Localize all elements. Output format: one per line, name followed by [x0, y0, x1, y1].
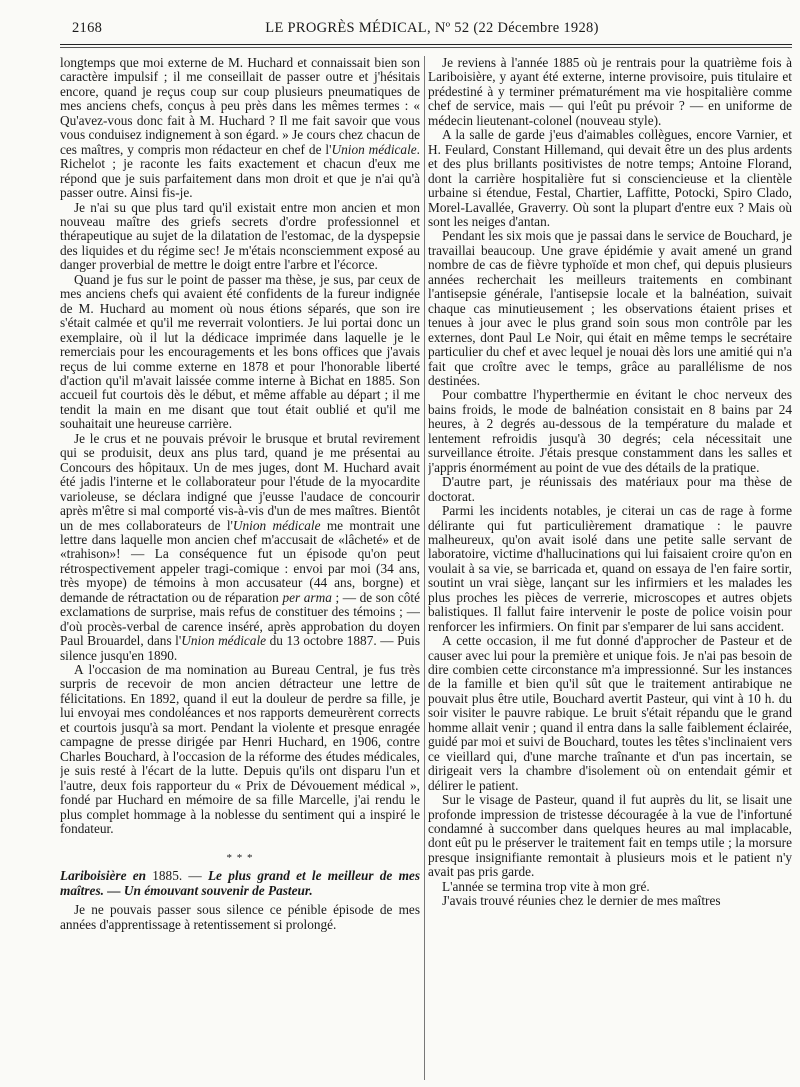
emphasis: per arma [282, 589, 332, 605]
paragraph: Je ne pouvais passer sous silence ce pénible épisode de mes années d'apprentissage à retentissement si prolongé. [60, 902, 420, 932]
paragraph: longtemps que moi externe de M. Huchard et connaissait bien son caractère impulsif ; il me conseillait de passer outre et j'hésitais encore, quand je reçus coup sur coup plusieurs pneumatiques de mes anciens chefs, conçus à peu près dans les mêmes termes : « Qu'avez-vous donc fait à M. Huchard ? Il me fait savoir que vous vous conduisez indignement à son égard. » Je cours chez chacun de ces maîtres, y compris mon rédacteur en chef de l'Union médicale. Richelot ; je raconte les faits exactement et chacun d'eux me répond que je suis parfaitement dans mon droit et que je n'ai qu'à passer outre. Ainsi fis-je. [60, 56, 420, 201]
paragraph: Parmi les incidents notables, je citerai un cas de rage à forme délirante qui fut particulièrement dramatique : le pauvre malheureux, qu'on avait isolé dans une petite salle servant de laboratoire, victime d'hallucinations qui lui faisaient croire qu'on en voulait à sa vie, se barricada et, quand on essaya de l'en faire sortir, soutint un vrai siège, lançant sur les infirmiers et les malades les plus proches les pièces de verrerie, microscopes et autres objets balistiques. Il fallut faire intervenir le poste de police voisin pour renforcer les infirmiers. On finit par s'emparer de lui sans accident. [428, 503, 792, 634]
paragraph: Je le crus et ne pouvais prévoir le brusque et brutal revirement qui se produisit, deux ans plus tard, quand je me présentai au Concours des hôpitaux. Un de mes juges, dont M. Huchard avait été jadis l'interne et le collaborateur pour l'étude de la myocardite varioleuse, se déclara indigné que j'eusse l'audace de concourir après m'être si mal comporté vis-à-vis d'un de mes maîtres. Bientôt un de mes collaborateurs de l'Union médicale me montrait une lettre dans laquelle mon ancien chef m'accusait de «lâcheté» et de «trahison»! — La conséquence fut un épisode qu'on peut rétrospectivement appeler tragi-comique : envoi par moi (34 ans, très myope) de témoins à mon accusateur (44 ans, borgne) et demande de rétractation ou de réparation per arma ; — de son côté exclamations de surprise, mais refus de constituer des témoins ; — d'où procès-verbal de carence inséré, après approbation du doyen Paul Brouardel, dans l'Union médicale du 13 octobre 1887. — Puis silence jusqu'en 1890. [60, 430, 420, 663]
page-header [72, 20, 792, 42]
paragraph: A l'occasion de ma nomination au Bureau Central, je fus très surpris de recevoir de mon ancien détracteur une lettre de félicitations. En 1892, quand il eut la douleur de perdre sa fille, je lui envoyai mes condoléances et nos rapports demeurèrent corrects et courtois jusqu'à sa mort. Pendant la violente et presque enragée campagne de presse dirigée par Henri Huchard, en 1906, contre Charles Bouchard, à l'occasion de la réforme des études médicales, je suis resté à l'écart de la lutte. Depuis qu'ils ont disparu l'un et l'autre, deux fois rapporteur du « Prix de Dévouement médical », fondé par Huchard en mémoire de sa fille Marcelle, j'ai rendu le plus complet hommage à la noblesse du sentiment qui a inspiré le fondateur. [60, 662, 420, 837]
column-divider [424, 56, 425, 1080]
paragraph: Pour combattre l'hyperthermie en évitant le choc nerveux des bains froids, le mode de balnéation consistait en 8 bains par 24 heures, à 2 degrés au-dessous de la température du malade et lentement refroidis jusqu'à 30 degrés; cela nécessitait une surveillance étroite. J'étais presque constamment dans les salles et j'appris énormément au point de vue des détails de la pratique. [428, 387, 792, 475]
paragraph: D'autre part, je réunissais des matériaux pour ma thèse de doctorat. [428, 474, 792, 504]
page-number: 2168 [72, 20, 103, 36]
paragraph: A la salle de garde j'eus d'aimables collègues, encore Varnier, et H. Feulard, Constant Hillemand, qui devait être un des plus ardents et des plus brillants positivistes de notre temps; Antoine Florand, dont la carrière hospitalière fut si consciencieuse et la clientèle urbaine si étendue, Festal, Chartier, Laffitte, Potocki, Spiro Clado, Morel-Lavallée, Graverry. Où sont la plupart d'entre eux ? Mais où sont les neiges d'antan. [428, 127, 792, 229]
emphasis: Union médicale [331, 141, 417, 157]
paragraph: A cette occasion, il me fut donné d'approcher de Pasteur et de causer avec lui pour la première et unique fois. Je n'ai pas besoin de dire combien cette circonstance m'a impressionné. Sur les instances de la famille et bien qu'il sût que le traitement antirabique ne pouvait plus être utile, Bouchard avertit Pasteur, qui vint à 10 h. du soir visiter le pauvre rabique. Le bruit s'était répandu que le grand homme allait venir ; quand il entra dans la salle faiblement éclairée, guidé par moi et suivi de Bouchard, toutes les têtes s'inclinaient vers ce vieillard qui, d'une marche traînante et d'un pas incertain, se dirigeait vers la chambre d'isolement où on entendait gémir et délirer le patient. [428, 633, 792, 793]
paragraph: J'avais trouvé réunies chez le dernier de mes maîtres [442, 893, 721, 909]
left-column [60, 56, 420, 1081]
paragraph: L'année se termina trop vite à mon gré. [442, 878, 650, 894]
right-column [428, 56, 792, 1081]
paragraph: Je n'ai su que plus tard qu'il existait entre mon ancien et mon nouveau maître des griefs secrets d'ordre professionnel et thérapeutique au sujet de la dilatation de l'estomac, de la dyspepsie des liquides et du régime sec! Je m'étais nconsciemment exposé au danger proverbial de mettre le doigt entre l'arbre et l'écorce. [60, 199, 420, 273]
header-rule-secondary [60, 47, 792, 48]
journal-title: LE PROGRÈS MÉDICAL, Nº 52 (22 Décembre 1928) [265, 20, 599, 36]
emphasis: Union médicale [181, 633, 267, 649]
section-separator: * * * [226, 852, 254, 865]
paragraph: Sur le visage de Pasteur, quand il fut auprès du lit, se lisait une profonde impression de tristesse découragée à la vue de l'infortuné condamné à succomber dans quelques heures au mal implacable, dont eût pu le préserver le traitement fait en temps utile ; la morsure presque insignifiante remontait à plusieurs mois et le patient n'y avait pas pris garde. [428, 792, 792, 880]
header-rule [60, 44, 792, 45]
emphasis: Union médicale [232, 517, 321, 533]
paragraph: Je reviens à l'année 1885 où je rentrais pour la quatrième fois à Lariboisière, y ayant été externe, interne provisoire, puis titulaire et prédestiné à y terminer prématurément ma vie hospitalière comme chef de service, mais — qui l'eût pu prévoir ? — en uniforme de médecin lieutenant-colonel (nouveau style). [428, 56, 792, 128]
section-heading: Lariboisière en 1885. — Le plus grand et le meilleur de mes maîtres. — Un émouvant souvenir de Pasteur. [60, 868, 420, 898]
paragraph: Pendant les six mois que je passai dans le service de Bouchard, je travaillai beaucoup. Une grave épidémie y avait amené un grand nombre de cas de fièvre typhoïde et mon chef, qui depuis plusieurs années recherchait les meilleurs traitements en combinant l'antisepsie générale, l'antisepsie locale et la balnéation, suivait chaque cas minutieusement ; les observations étaient prises et tenues à jour avec le plus grand soin sous mon contrôle par les externes, dont Paul Le Noir, qui était en même temps le secrétaire particulier du chef et avec lequel je nouai dès lors une amitié qui n'a fait que croître avec le temps, grâce au parallélisme de nos destinées. [428, 228, 792, 388]
paragraph: Quand je fus sur le point de passer ma thèse, je sus, par ceux de mes anciens chefs qui avaient été confidents de la fureur indignée de M. Huchard au moment où nous étions séparés, que son ire s'était calmée et qu'il me reverrait volontiers. Je lui portai donc un exemplaire, où il lut la dédicace imprimée dans laquelle je le remerciais pour les encouragements et les bons offices que j'avais reçus de lui comme externe en 1878 et pour l'honorable liberté d'action qu'il m'avait laissée comme interne à Bichat en 1885. Son accueil fut courtois dès le début, et même affable au départ ; il me tendit la main en me disant que tout était oublié et qu'il me souhaitait une heureuse carrière. [60, 271, 420, 432]
